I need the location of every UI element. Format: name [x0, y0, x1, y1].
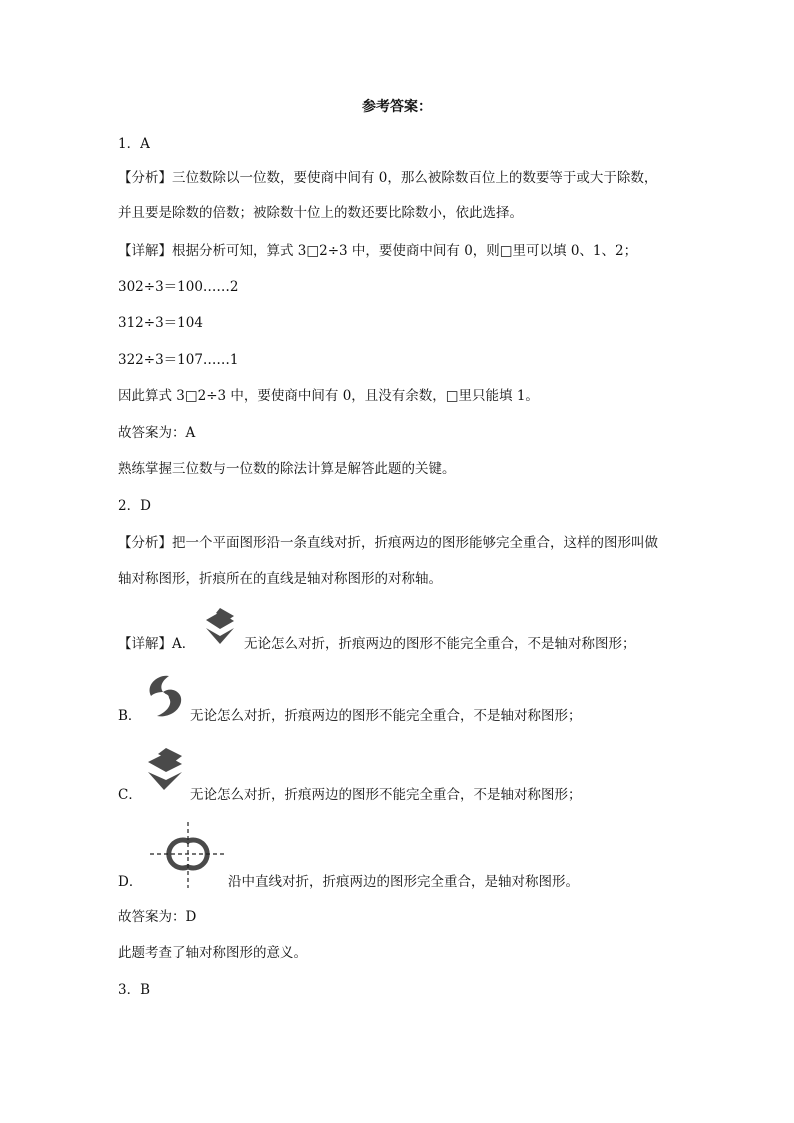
q2-detail-a-text: 无论怎么对折，折痕两边的图形不能完全重合，不是轴对称图形；	[244, 636, 636, 652]
q2-detail-d-prefix: D．	[118, 874, 143, 890]
q2-detail-a-prefix: 【详解】A．	[118, 636, 196, 652]
q1-analysis-line1: 【分析】三位数除以一位数，要使商中间有 0，那么被除数百位上的数要等于或大于除数，	[118, 170, 658, 186]
q2-detail-b-text: 无论怎么对折，折痕两边的图形不能完全重合，不是轴对称图形；	[190, 708, 582, 724]
q2-detail-c-text: 无论怎么对折，折痕两边的图形不能完全重合，不是轴对称图形；	[190, 787, 582, 803]
q1-conclusion: 因此算式 3□2÷3 中，要使商中间有 0，且没有余数，□里只能填 1。	[118, 388, 539, 404]
chanel-logo-icon	[150, 822, 226, 888]
q1-calc1: 302÷3＝100……2	[118, 279, 239, 295]
q1-calc3: 322÷3＝107……1	[118, 352, 239, 368]
q2-answer: 故答案为：D	[118, 909, 197, 925]
swirl-logo-icon	[143, 672, 189, 722]
q2-analysis-line2: 轴对称图形，折痕所在的直线是轴对称图形的对称轴。	[118, 571, 442, 587]
suzuki-like-logo-icon	[200, 606, 240, 650]
q3-number: 3．B	[118, 982, 151, 998]
q2-detail-c-prefix: C．	[118, 787, 142, 803]
q1-detail: 【详解】根据分析可知，算式 3□2÷3 中，要使商中间有 0，则□里可以填 0、1、2；	[118, 243, 638, 259]
q2-analysis-line1: 【分析】把一个平面图形沿一条直线对折，折痕两边的图形能够完全重合，这样的图形叫做	[118, 535, 658, 551]
page-title: 参考答案：	[362, 99, 432, 115]
s-logo-icon	[142, 746, 188, 794]
q1-calc2: 312÷3＝104	[118, 315, 203, 331]
q1-note: 熟练掌握三位数与一位数的除法计算是解答此题的关键。	[118, 461, 456, 477]
q1-answer: 故答案为：A	[118, 425, 196, 441]
q2-detail-b-prefix: B．	[118, 708, 142, 724]
q2-note: 此题考查了轴对称图形的意义。	[118, 945, 307, 961]
q2-number: 2．D	[118, 498, 151, 514]
q2-detail-d-text: 沿中直线对折，折痕两边的图形完全重合，是轴对称图形。	[228, 874, 579, 890]
q1-number: 1．A	[118, 136, 150, 152]
q1-analysis-line2: 并且要是除数的倍数；被除数十位上的数还要比除数小，依此选择。	[118, 205, 523, 221]
